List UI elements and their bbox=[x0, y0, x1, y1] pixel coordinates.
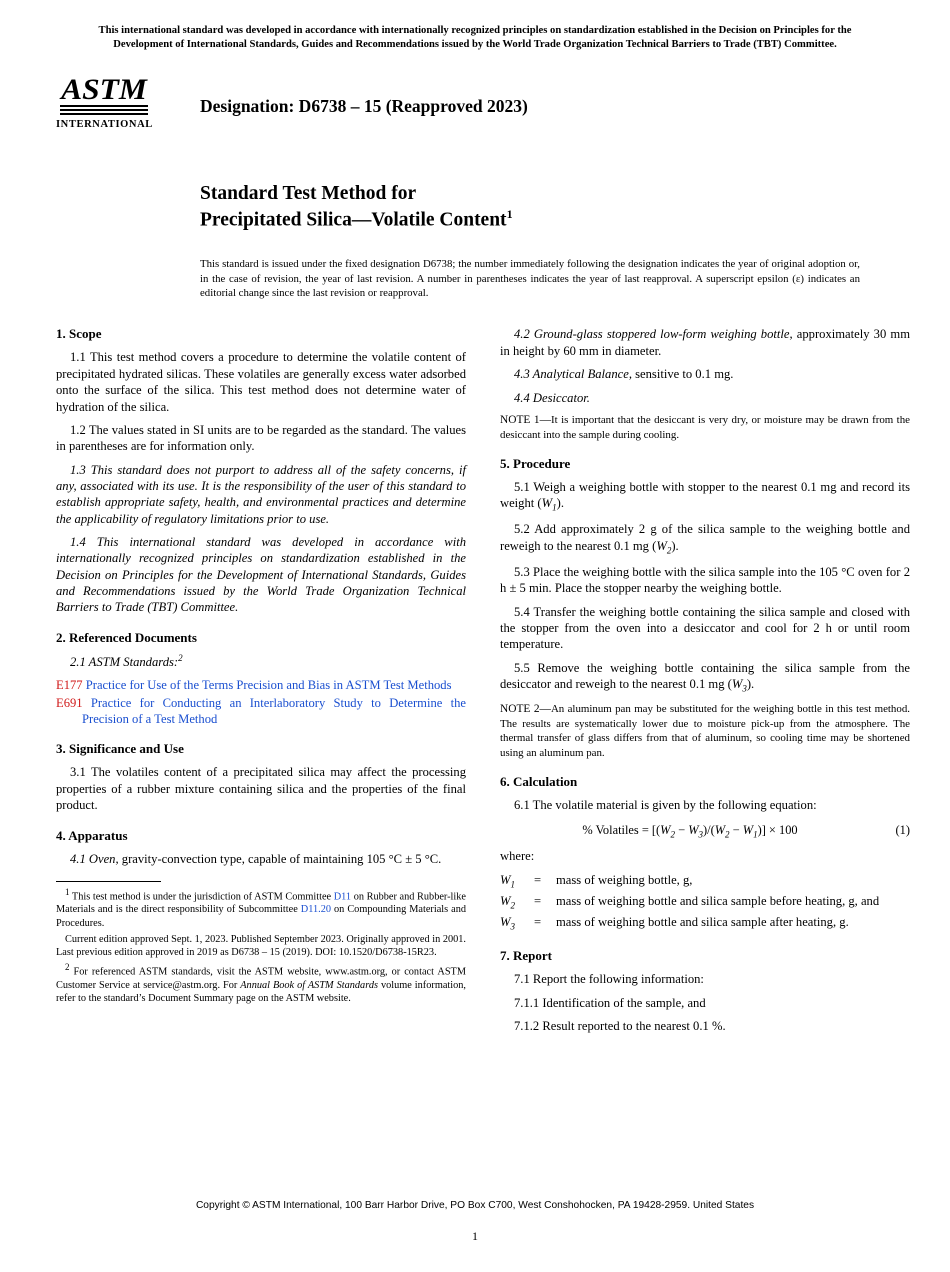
title-line-2 bbox=[200, 207, 894, 233]
footnote-rule bbox=[56, 881, 161, 882]
paragraph-5-1: 5.1 Weigh a weighing bottle with stopper to the nearest 0.1 mg and record its weight $(W_1)$. bbox=[500, 479, 910, 513]
reference-title-link[interactable]: Practice for Conducting an Interlaboratory Study to Determine the Precision of a Test Method bbox=[82, 695, 466, 727]
reference-designation[interactable]: E691 bbox=[56, 695, 83, 710]
paragraph-4-3-text: sensitive to 0.1 mg. bbox=[631, 367, 734, 382]
paragraph-1-1: 1.1 This test method covers a procedure to determine the volatile content of precipitated hydrated silicas. These volatiles are generally excess water adsorbed onto the surface of the silica. This test method does not determine water of hydration of the silica. bbox=[56, 350, 466, 414]
paragraph-5-5: 5.5 Remove the weighing bottle containing the silica sample from the desiccator and reweigh to the nearest 0.1 mg $(W_3)$. bbox=[500, 660, 910, 694]
footnote-2: $^2$ For referenced ASTM standards, visit the ASTM website, www.astm.org, or contact ASTM Customer Service at service@astm.org. For Annual Book of ASTM Standards volume information, refer to the standard’s Document Summary page on the ASTM website. bbox=[56, 962, 466, 1004]
right-column bbox=[500, 326, 910, 1041]
section-5-heading: 5. Procedure bbox=[500, 455, 571, 471]
variable-equals: = bbox=[534, 915, 542, 930]
note-2-label: NOTE 2— bbox=[500, 703, 551, 716]
reference-item bbox=[56, 677, 466, 693]
section-7-heading: 7. Report bbox=[500, 948, 552, 964]
astm-logo bbox=[56, 72, 153, 131]
paragraph-7-1-2: 7.1.2 Result reported to the nearest 0.1 %. bbox=[514, 1019, 726, 1034]
astm-logo-bars bbox=[60, 105, 148, 117]
paragraph-4-2-text: approximately 30 mm in height by 60 mm in diameter. bbox=[500, 327, 910, 358]
equation-1: % Volatiles = $[(W_2 - W_3)/(W_2 - W_1)] \times 100$ bbox=[582, 823, 798, 840]
note-2-text: An aluminum pan may be substituted for the weighing bottle in this test method. The results are systematically lower due to moisture pick-up from the atmosphere. The thermal transfer of glass differs from that of aluminum, so cooling time may be shortened using an aluminum pan. bbox=[500, 703, 910, 759]
section-1-heading: 1. Scope bbox=[56, 326, 102, 342]
title-line-2-text: Precipitated Silica—Volatile Content bbox=[200, 209, 507, 231]
variable-symbol: $W_2$ bbox=[500, 894, 515, 911]
paragraph-1-3: 1.3 This standard does not purport to address all of the safety concerns, if any, associated with its use. It is the responsibility of the user of this standard to establish appropriate safety, health, and environmental practices and determine the applicability of regulatory limitations prior to use. bbox=[56, 462, 466, 526]
section-3-heading: 3. Significance and Use bbox=[56, 741, 184, 757]
paragraph-4-1-term: 4.1 Oven, bbox=[70, 851, 119, 866]
where-label: where: bbox=[500, 848, 535, 863]
table-row bbox=[500, 913, 910, 934]
title-line-1: Standard Test Method for bbox=[200, 182, 417, 204]
paragraph-3-1: 3.1 The volatiles content of a precipitated silica may affect the processing properties of a rubber mixture containing silica and the properties of the final product. bbox=[56, 765, 466, 813]
title-footnote-marker: 1 bbox=[506, 206, 513, 221]
paragraph-4-2-term: 4.2 Ground-glass stoppered low-form weighing bottle, bbox=[514, 327, 793, 342]
variable-equals: = bbox=[534, 894, 542, 909]
equation-1-number: (1) bbox=[895, 823, 910, 838]
paragraph-6-1: 6.1 The volatile material is given by the following equation: bbox=[514, 797, 817, 812]
paragraph-5-3: 5.3 Place the weighing bottle with the silica sample into the 105 °C oven for 2 h ± 5 min. Place the stopper nearby the weighing bottle. bbox=[500, 564, 910, 596]
paragraph-2-1-text: 2.1 ASTM Standards: bbox=[70, 655, 179, 669]
paragraph-2-1 bbox=[56, 653, 466, 671]
paragraph-4-1 bbox=[56, 851, 466, 867]
footnote-1-marker: 1 bbox=[65, 886, 70, 897]
note-2 bbox=[500, 702, 910, 759]
reference-title-link[interactable]: Practice for Use of the Terms Precision and Bias in ASTM Test Methods bbox=[85, 678, 452, 693]
variable-subscript: 3 bbox=[510, 921, 515, 932]
paragraph-4-1-text: gravity-convection type, capable of maintaining 105 °C ± 5 °C. bbox=[118, 851, 442, 866]
variable-description: mass of weighing bottle and silica sample before heating, g, and bbox=[556, 894, 880, 909]
variable-subscript: 1 bbox=[510, 879, 515, 890]
paragraph-5-2: 5.2 Add approximately 2 g of the silica sample to the weighing bottle and reweigh to the nearest 0.1 mg $(W_2)$. bbox=[500, 522, 910, 556]
table-row bbox=[500, 871, 910, 892]
section-6-heading: 6. Calculation bbox=[500, 773, 578, 789]
section-4-heading: 4. Apparatus bbox=[56, 827, 128, 843]
astm-logo-subtitle: INTERNATIONAL bbox=[56, 119, 153, 131]
paragraph-7-1-1: 7.1.1 Identification of the sample, and bbox=[514, 995, 706, 1010]
reference-item bbox=[56, 695, 466, 728]
footnote-1: $^1$ This test method is under the jurisdiction of ASTM Committee D11 on Rubber and Rubber-like Materials and is the direct responsibility of Subcommittee D11.20 on Compounding Materials and Procedures. bbox=[56, 886, 467, 929]
issued-statement: This standard is issued under the fixed designation D6738; the number immediately following the designation indicates the year of original adoption or, in the case of revision, the year of last revision. A number in parentheses indicates the year of last reapproval. A superscript epsilon (ε) indicates an editorial change since the last revision or reapproval. bbox=[200, 258, 860, 300]
astm-standards-footnote-marker: 2 bbox=[178, 652, 183, 663]
reference-designation[interactable]: E177 bbox=[56, 678, 83, 693]
referenced-standards-list bbox=[56, 677, 466, 727]
document-title bbox=[200, 182, 894, 233]
variable-symbol: $W_1$ bbox=[500, 872, 515, 890]
designation-text: Designation: D6738 – 15 (Reapproved 2023) bbox=[200, 95, 528, 116]
variable-equals: = bbox=[534, 872, 542, 887]
equation-row bbox=[500, 823, 910, 839]
variable-description: mass of weighing bottle, g, bbox=[556, 872, 693, 887]
table-row bbox=[500, 892, 910, 913]
annual-book-title: Annual Book of ASTM Standards bbox=[240, 979, 378, 991]
note-1 bbox=[500, 413, 910, 442]
page-number: 1 bbox=[472, 1229, 478, 1243]
committee-d11-link[interactable]: D11 bbox=[333, 891, 352, 903]
designation-row bbox=[56, 72, 894, 148]
paragraph-1-4: 1.4 This international standard was developed in accordance with internationally recognized principles on standardization established in the Decision on Principles for the Development of International Standards, Guides and Recommendations issued by the World Trade Organization Technical Barriers to Trade (TBT) Committee. bbox=[56, 535, 466, 615]
variable-definitions-table bbox=[500, 871, 910, 935]
subcommittee-d1120-link[interactable]: D11.20 bbox=[300, 904, 332, 916]
copyright-notice: Copyright © ASTM International, 100 Barr Harbor Drive, PO Box C700, West Conshohocken, PA 19428-2959. United States bbox=[195, 1200, 755, 1211]
footnote-2-marker: 2 bbox=[65, 962, 70, 973]
paragraph-7-1: 7.1 Report the following information: bbox=[514, 972, 704, 987]
note-1-label: NOTE 1— bbox=[500, 413, 552, 426]
paragraph-4-4: 4.4 Desiccator. bbox=[514, 390, 590, 405]
left-column bbox=[56, 326, 466, 1041]
variable-symbol: $W_3$ bbox=[500, 915, 515, 932]
tbt-header-note: This international standard was developed in accordance with internationally recognized principles on standardization established in the Decision on Principles for the Development of International Standards, Guides and Recommendations issued by the World Trade Organization Technical Barriers to Trade (TBT) Committee. bbox=[98, 25, 852, 50]
paragraph-4-3 bbox=[500, 366, 910, 382]
variable-subscript: 2 bbox=[510, 900, 515, 911]
paragraph-1-2: 1.2 The values stated in SI units are to be regarded as the standard. The values in parentheses are for information only. bbox=[56, 422, 466, 454]
astm-logo-wordmark: ASTM bbox=[61, 72, 147, 106]
paragraph-4-3-term: 4.3 Analytical Balance, bbox=[514, 367, 632, 382]
variable-description: mass of weighing bottle and silica sample after heating, g. bbox=[556, 915, 849, 930]
page-footer bbox=[0, 1200, 950, 1244]
footnote-edition: Current edition approved Sept. 1, 2023. Published September 2023. Originally approved in 2001. Last previous edition approved in 2019 as D6738 – 15 (2019). DOI: 10.1520/D6738-15R23. bbox=[56, 933, 466, 958]
paragraph-4-2 bbox=[500, 326, 910, 359]
paragraph-5-4: 5.4 Transfer the weighing bottle containing the silica sample and closed with the stopper from the oven into a desiccator and cool for 2 h or until room temperature. bbox=[500, 604, 910, 652]
two-column-body bbox=[56, 326, 910, 1041]
note-1-text: It is important that the desiccant is very dry, or moisture may be drawn from the desiccant into the sample during cooling. bbox=[500, 413, 910, 441]
section-2-heading: 2. Referenced Documents bbox=[56, 629, 197, 645]
